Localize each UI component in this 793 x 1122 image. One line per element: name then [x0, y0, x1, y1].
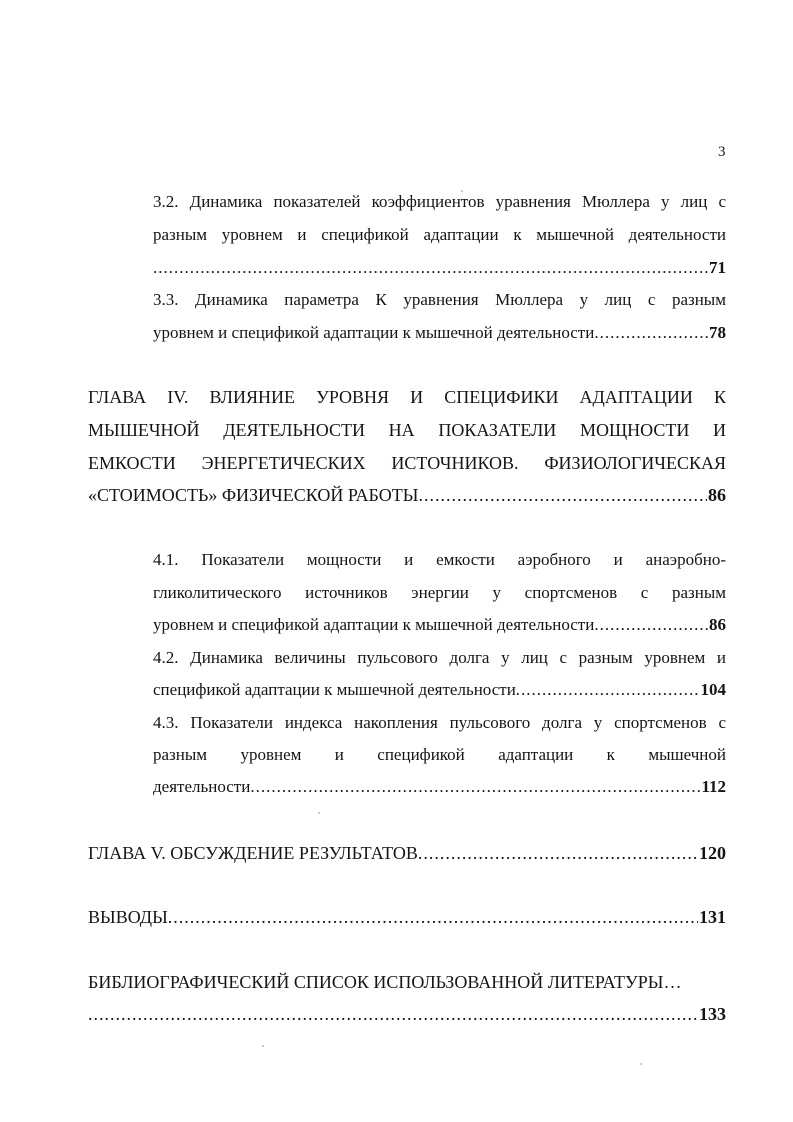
chapter-4-entry-leader — [88, 479, 726, 511]
chapter-4-line-4: «СТОИМОСТЬ» ФИЗИЧЕСКОЙ РАБОТЫ — [88, 485, 419, 505]
toc-4-1-page: 86 — [709, 615, 726, 634]
toc-4-3-line-1: 4.3. Показатели индекса накопления пульсового долга у спортсменов с — [153, 713, 726, 732]
toc-3-3-page: 78 — [709, 323, 726, 342]
toc-4-3-line-2: разным уровнем и спецификой адаптации к мышечной — [153, 745, 726, 764]
toc-4-1-line-3: уровнем и спецификой адаптации к мышечной деятельности — [153, 615, 595, 634]
scan-speck — [640, 1063, 642, 1065]
toc-4-1-line-2: гликолитического источников энергии у спортсменов с разным — [153, 583, 726, 602]
scan-speck — [262, 1045, 264, 1047]
dot-leader — [418, 479, 707, 511]
toc-3-2-line-2: разным уровнем и спецификой адаптации к мышечной деятельности — [153, 225, 726, 244]
dot-leader — [418, 837, 698, 869]
toc-3-3-entry-leader — [153, 317, 726, 349]
dot-leader — [153, 252, 708, 284]
page-number: 3 — [718, 144, 726, 160]
dot-leader — [516, 674, 700, 706]
dot-leader — [594, 609, 708, 641]
chapter-5-entry — [88, 837, 726, 869]
toc-3-3-line-1: 3.3. Динамика параметра К уравнения Мюллера у лиц с разным — [153, 290, 726, 309]
conclusions-page: 131 — [699, 907, 726, 927]
toc-3-2-page: 71 — [709, 258, 726, 277]
bibliography-title: БИБЛИОГРАФИЧЕСКИЙ СПИСОК ИСПОЛЬЗОВАННОЙ ЛИТЕРАТУРЫ… — [88, 972, 682, 992]
chapter-5-title: ГЛАВА V. ОБСУЖДЕНИЕ РЕЗУЛЬТАТОВ — [88, 843, 418, 863]
chapter-4-page: 86 — [708, 485, 726, 505]
toc-3-2-line-1: 3.2. Динамика показателей коэффициентов уравнения Мюллера у лиц с — [153, 192, 726, 211]
toc-4-2-page: 104 — [700, 680, 726, 699]
scan-speck — [318, 812, 320, 814]
scan-speck — [461, 190, 463, 192]
toc-4-2-line-1: 4.2. Динамика величины пульсового долга у лиц с разным уровнем и — [153, 648, 726, 667]
toc-4-1-entry-leader — [153, 609, 726, 641]
dot-leader — [168, 901, 698, 933]
chapter-4-line-1: ГЛАВА IV. ВЛИЯНИЕ УРОВНЯ И СПЕЦИФИКИ АДАПТАЦИИ К — [88, 387, 726, 407]
toc-4-3-entry-leader — [153, 771, 726, 803]
toc-4-1-line-1: 4.1. Показатели мощности и емкости аэробного и анаэробно- — [153, 550, 726, 569]
toc-3-3-line-2: уровнем и спецификой адаптации к мышечной деятельности — [153, 323, 595, 342]
dot-leader — [250, 771, 700, 803]
toc-4-3-page: 112 — [701, 777, 726, 796]
chapter-4-line-2: МЫШЕЧНОЙ ДЕЯТЕЛЬНОСТИ НА ПОКАЗАТЕЛИ МОЩНОСТИ И — [88, 420, 726, 440]
toc-4-2-line-2: спецификой адаптации к мышечной деятельности — [153, 680, 516, 699]
toc-4-2-entry-leader — [153, 674, 726, 706]
toc-4-3-line-3: деятельности — [153, 777, 251, 796]
bibliography-page: 133 — [699, 1004, 726, 1024]
chapter-4-line-3: ЕМКОСТИ ЭНЕРГЕТИЧЕСКИХ ИСТОЧНИКОВ. ФИЗИОЛОГИЧЕСКАЯ — [88, 453, 726, 473]
dot-leader — [88, 998, 698, 1030]
conclusions-title: ВЫВОДЫ — [88, 907, 168, 927]
conclusions-entry — [88, 901, 726, 933]
dot-leader — [594, 317, 708, 349]
toc-3-2-entry-leader — [153, 252, 726, 284]
bibliography-entry-leader — [88, 998, 726, 1030]
chapter-5-page: 120 — [699, 843, 726, 863]
